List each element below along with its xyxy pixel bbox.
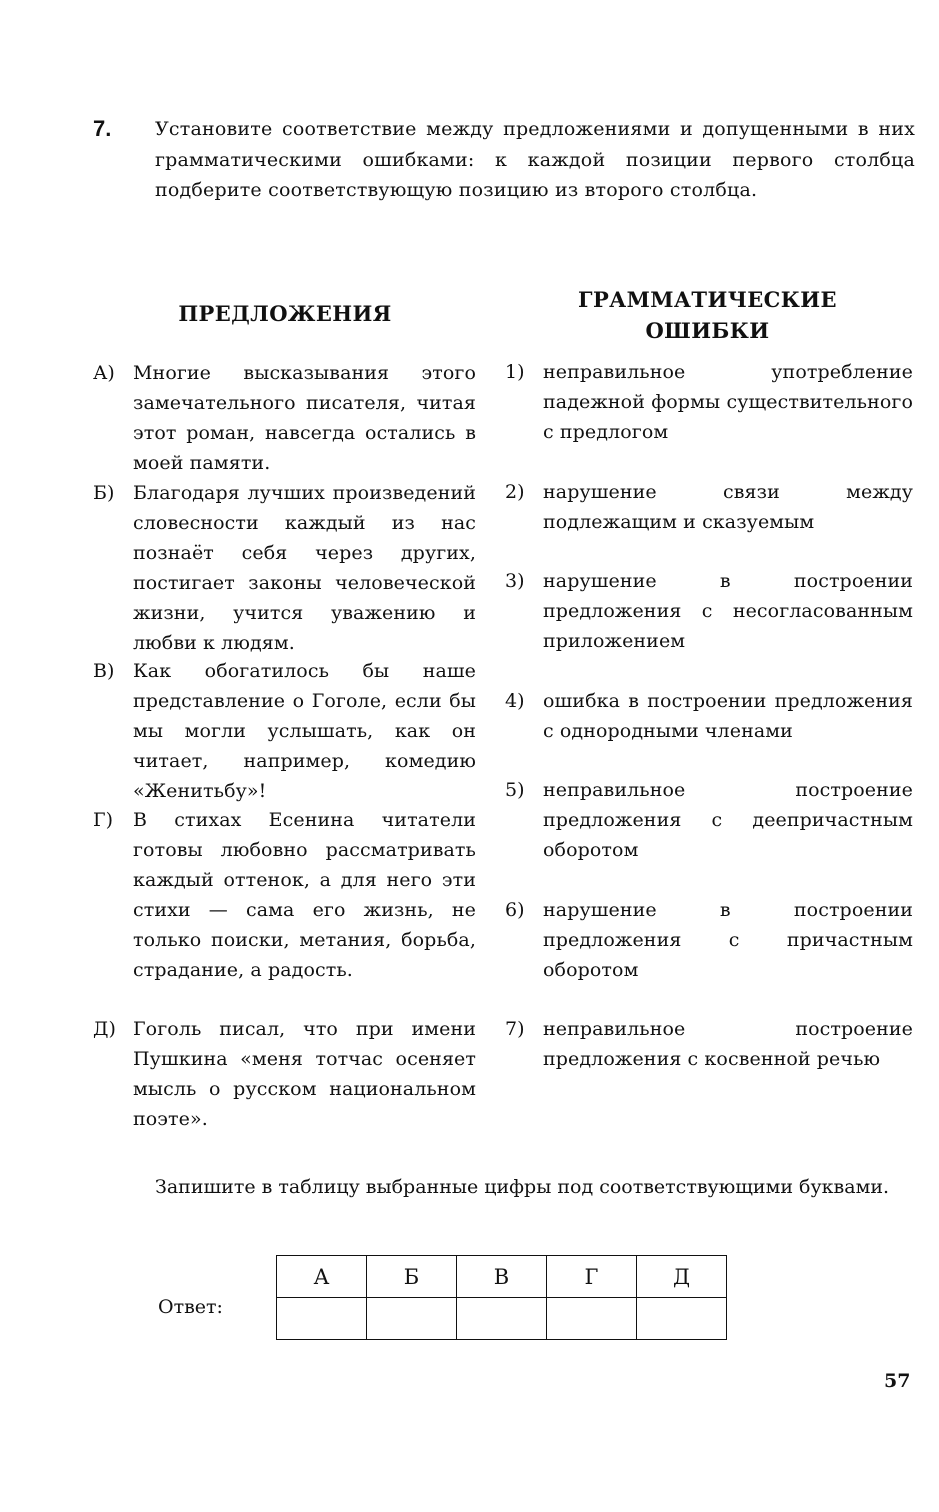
sentence-letter: В) [93, 660, 115, 682]
answer-cell-b[interactable] [367, 1298, 457, 1340]
errors-column-title: ГРАММАТИЧЕСКИЕ ОШИБКИ [578, 287, 837, 343]
error-number: 2) [505, 481, 525, 503]
sentence-letter: Б) [93, 482, 115, 504]
task-text: Установите соответствие между предложениями и допущенными в них грамматическими ошибками: к каждой позиции первого столбца подберите соответствующую позицию из второго столбца. [155, 118, 915, 201]
sentence-text: Гоголь писал, что при имени Пушкина «меня тотчас осеняет мысль о русском национальном поэте». [133, 1018, 476, 1130]
error-number: 5) [505, 779, 525, 801]
answer-cell-d[interactable] [637, 1298, 727, 1340]
sentence-text: Благодаря лучших произведений словесности каждый из нас познаёт себя через других, постигает законы человеческой жизни, учится уважению и любви к людям. [133, 482, 476, 654]
answer-label: Ответ: [158, 1296, 223, 1318]
page-number: 57 [884, 1370, 911, 1392]
sentence-letter: Д) [93, 1018, 116, 1040]
answer-header-cell: Д [637, 1256, 727, 1298]
task-number: 7. [93, 116, 112, 141]
error-text: нарушение в построении предложения с причастным оборотом [543, 899, 913, 981]
error-text: неправильное построение предложения с деепричастным оборотом [543, 779, 913, 861]
answer-cell-a[interactable] [277, 1298, 367, 1340]
answer-table [276, 1255, 727, 1340]
error-text: неправильное употребление падежной формы существительного с предлогом [543, 361, 913, 443]
sentence-text: Как обогатилось бы наше представление о Гоголе, если бы мы могли услышать, как он читает, например, комедию «Женитьбу»! [133, 660, 476, 802]
sentence-text: В стихах Есенина читатели готовы любовно рассматривать каждый оттенок, а для него эти стихи — сама его жизнь, не только поиски, метания, борьба, страдание, а радость. [133, 809, 476, 981]
instruction-text: Запишите в таблицу выбранные цифры под соответствующими буквами. [155, 1176, 890, 1198]
answer-header-cell: В [457, 1256, 547, 1298]
error-text: нарушение связи между подлежащим и сказуемым [543, 481, 913, 533]
answer-input-row [277, 1298, 727, 1340]
sentence-text: Многие высказывания этого замечательного писателя, читая этот роман, навсегда остались в моей памяти. [133, 362, 476, 474]
error-number: 4) [505, 690, 525, 712]
answer-header-cell: Б [367, 1256, 457, 1298]
error-text: нарушение в построении предложения с несогласованным приложением [543, 570, 913, 652]
error-text: ошибка в построении предложения с однородными членами [543, 690, 913, 742]
error-number: 1) [505, 361, 525, 383]
answer-cell-v[interactable] [457, 1298, 547, 1340]
answer-cell-g[interactable] [547, 1298, 637, 1340]
answer-header-row [277, 1256, 727, 1298]
answer-header-cell: Г [547, 1256, 637, 1298]
error-text: неправильное построение предложения с косвенной речью [543, 1018, 913, 1070]
sentence-letter: А) [93, 362, 115, 384]
sentence-letter: Г) [93, 809, 113, 831]
error-number: 3) [505, 570, 525, 592]
error-number: 7) [505, 1018, 525, 1040]
answer-header-cell: А [277, 1256, 367, 1298]
error-number: 6) [505, 899, 525, 921]
sentences-column-title: ПРЕДЛОЖЕНИЯ [178, 301, 392, 326]
